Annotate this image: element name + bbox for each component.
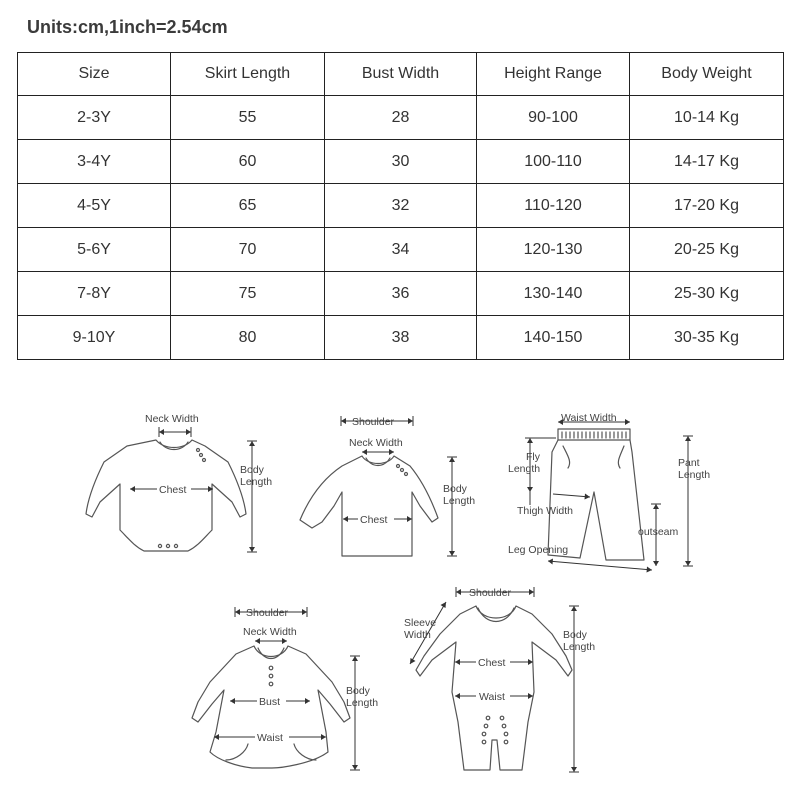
dress-length-label: Length [346, 697, 379, 709]
pants-diagram [508, 412, 710, 573]
cell-bust-width: 34 [325, 228, 477, 272]
top-length-label: Length [443, 495, 476, 507]
dress-neck-width-label: Neck Width [243, 626, 297, 638]
cell-bust-width: 28 [325, 96, 477, 140]
pants-pant-length-label: Length [678, 469, 711, 481]
romper-diagram [404, 587, 595, 772]
cell-height-range: 90-100 [477, 96, 630, 140]
bodysuit-length-label: Length [240, 476, 273, 488]
top-body-label: Body [443, 483, 467, 495]
pants-thigh-width-label: Thigh Width [517, 505, 574, 517]
cell-size: 5-6Y [18, 228, 171, 272]
cell-height-range: 120-130 [477, 228, 630, 272]
romper-body-label: Body [563, 629, 587, 641]
units-note: Units:cm,1inch=2.54cm [27, 17, 228, 37]
bodysuit-neck-width-label: Neck Width [145, 413, 199, 425]
cell-body-weight: 14-17 Kg [630, 140, 784, 184]
romper-chest-label: Chest [478, 657, 506, 669]
cell-bust-width: 38 [325, 316, 477, 360]
dress-waist-label: Waist [257, 732, 283, 744]
cell-size: 2-3Y [18, 96, 171, 140]
cell-skirt-length: 80 [171, 316, 325, 360]
top-diagram [300, 416, 475, 556]
top-chest-label: Chest [360, 514, 388, 526]
dress-diagram [192, 607, 378, 770]
cell-height-range: 130-140 [477, 272, 630, 316]
cell-skirt-length: 70 [171, 228, 325, 272]
header-size: Size [18, 53, 171, 96]
romper-sleeve-label: Sleeve [404, 617, 437, 629]
cell-height-range: 110-120 [477, 184, 630, 228]
pants-waist-width-label: Waist Width [561, 412, 617, 424]
bodysuit-diagram [86, 413, 272, 552]
header-skirt-length: Skirt Length [171, 53, 325, 96]
cell-height-range: 100-110 [477, 140, 630, 184]
cell-bust-width: 30 [325, 140, 477, 184]
cell-size: 4-5Y [18, 184, 171, 228]
dress-shoulder-label: Shoulder [246, 607, 289, 619]
pants-fly-length-label: Length [508, 463, 541, 475]
top-shoulder-label: Shoulder [352, 416, 395, 428]
romper-sleeve-width-label: Width [404, 629, 431, 641]
pants-fly-label: Fly [526, 451, 540, 463]
pants-pant-label: Pant [678, 457, 700, 469]
cell-size: 3-4Y [18, 140, 171, 184]
header-body-weight: Body Weight [630, 53, 784, 96]
cell-body-weight: 30-35 Kg [630, 316, 784, 360]
cell-height-range: 140-150 [477, 316, 630, 360]
header-height-range: Height Range [477, 53, 630, 96]
pants-leg-opening-label: Leg Opening [508, 544, 569, 556]
dress-bust-label: Bust [259, 696, 281, 708]
pants-outseam-label: outseam [638, 526, 679, 538]
bodysuit-chest-label: Chest [159, 484, 187, 496]
bodysuit-body-label: Body [240, 464, 264, 476]
cell-body-weight: 25-30 Kg [630, 272, 784, 316]
cell-size: 9-10Y [18, 316, 171, 360]
header-bust-width: Bust Width [325, 53, 477, 96]
cell-skirt-length: 55 [171, 96, 325, 140]
cell-body-weight: 17-20 Kg [630, 184, 784, 228]
cell-skirt-length: 60 [171, 140, 325, 184]
romper-length-label: Length [563, 641, 596, 653]
cell-body-weight: 20-25 Kg [630, 228, 784, 272]
cell-bust-width: 36 [325, 272, 477, 316]
romper-shoulder-label: Shoulder [469, 587, 512, 599]
top-neck-width-label: Neck Width [349, 437, 403, 449]
cell-skirt-length: 75 [171, 272, 325, 316]
cell-skirt-length: 65 [171, 184, 325, 228]
romper-waist-label: Waist [479, 691, 505, 703]
cell-bust-width: 32 [325, 184, 477, 228]
cell-body-weight: 10-14 Kg [630, 96, 784, 140]
dress-body-label: Body [346, 685, 370, 697]
cell-size: 7-8Y [18, 272, 171, 316]
